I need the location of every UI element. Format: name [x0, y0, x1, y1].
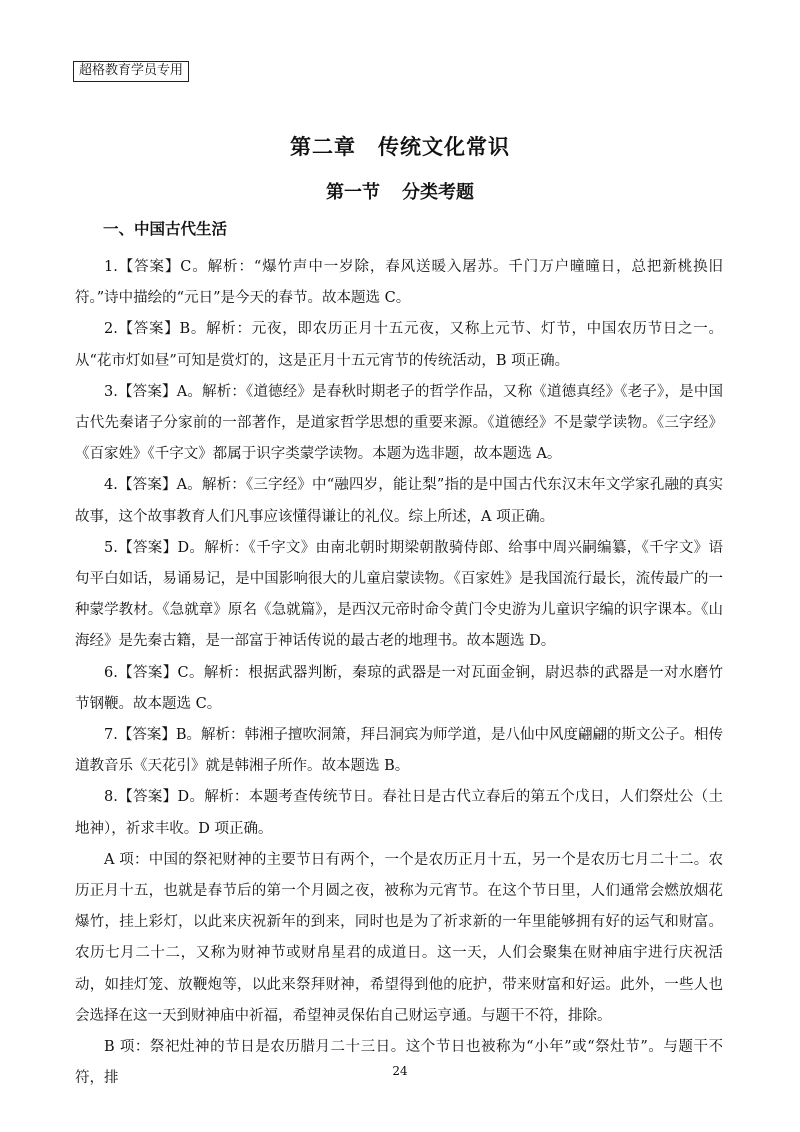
section-label: 第一节: [326, 182, 380, 203]
sub-heading: 一、中国古代生活: [103, 219, 228, 238]
chapter-label: 第二章: [290, 134, 356, 159]
section-title: [0, 178, 800, 204]
answer-paragraph-7: 7.【答案】B。解析：韩湘子擅吹洞箫，拜吕洞宾为师学道，是八仙中风度翩翩的斯文公子。相传道教音乐《天花引》就是韩湘子所作。故本题选 B。: [75, 727, 723, 775]
chapter-name: 传统文化常识: [378, 134, 510, 159]
answer-paragraph-1: 1.【答案】C。解析：“爆竹声中一岁除，春风送暖入屠苏。千门万户曈曈日，总把新桃换旧符。”诗中描绘的“元日”是今天的春节。故本题选 C。: [75, 259, 723, 307]
option-b-paragraph: B 项：祭祀灶神的节日是农历腊月二十三日。这个节日也被称为“小年”或“祭灶节”。与题干不符，排: [75, 1039, 723, 1087]
section-name: 分类考题: [402, 182, 474, 203]
option-a-paragraph: A 项：中国的祭祀财神的主要节日有两个，一个是农历正月十五，另一个是农历七月二十二。农历正月十五，也就是春节后的第一个月圆之夜，被称为元宵节。在这个节日里，人们通常会燃放烟花爆竹，挂上彩灯，以此来庆祝新年的到来，同时也是为了祈求新的一年里能够拥有好的运气和财富。农历七月二十二，又称为财神节或财帛星君的成道日。这一天，人们会聚集在财神庙宇进行庆祝活动，如挂灯笼、放鞭炮等，以此来祭拜财神，希望得到他的庇护，带来财富和好运。此外，一些人也会选择在这一天到财神庙中祈福，希望神灵保佑自己财运亨通。与题干不符，排除。: [75, 851, 723, 1024]
answer-paragraph-3: 3.【答案】A。解析：《道德经》是春秋时期老子的哲学作品，又称《道德真经》《老子》，是中国古代先秦诸子分家前的一部著作，是道家哲学思想的重要来源。《道德经》不是蒙学读物。《三字经》《百家姓》《千字文》都属于识字类蒙学读物。本题为选非题，故本题选 A。: [75, 383, 723, 463]
answer-paragraph-2: 2.【答案】B。解析：元夜，即农历正月十五元夜，又称上元节、灯节，中国农历节日之一。从“花市灯如昼”可知是赏灯的，这是正月十五元宵节的传统活动，B 项正确。: [75, 321, 723, 369]
answer-paragraph-5: 5.【答案】D。解析：《千字文》由南北朝时期梁朝散骑侍郎、给事中周兴嗣编纂，《千字文》语句平白如话，易诵易记，是中国影响很大的儿童启蒙读物。《百家姓》是我国流行最长，流传最广的一种蒙学教材。《急就章》原名《急就篇》，是西汉元帝时命令黄门令史游为儿童识字编的识字课本。《山海经》是先秦古籍，是一部富于神话传说的最古老的地理书。故本题选 D。: [75, 539, 723, 650]
answer-paragraph-4: 4.【答案】A。解析：《三字经》中“融四岁，能让梨”指的是中国古代东汉末年文学家孔融的真实故事，这个故事教育人们凡事应该懂得谦让的礼仪。综上所述，A 项正确。: [75, 477, 723, 525]
page-number: 24: [392, 1064, 408, 1078]
answer-paragraph-6: 6.【答案】C。解析：根据武器判断，秦琼的武器是一对瓦面金锏，尉迟恭的武器是一对水磨竹节钢鞭。故本题选 C。: [75, 664, 723, 712]
answer-list: [75, 252, 723, 1094]
header-tag: 超格教育学员专用: [73, 61, 189, 82]
chapter-title: [0, 131, 800, 161]
answer-paragraph-8: 8.【答案】D。解析：本题考查传统节日。春社日是古代立春后的第五个戊日，人们祭灶公（土地神），祈求丰收。D 项正确。: [75, 789, 723, 837]
